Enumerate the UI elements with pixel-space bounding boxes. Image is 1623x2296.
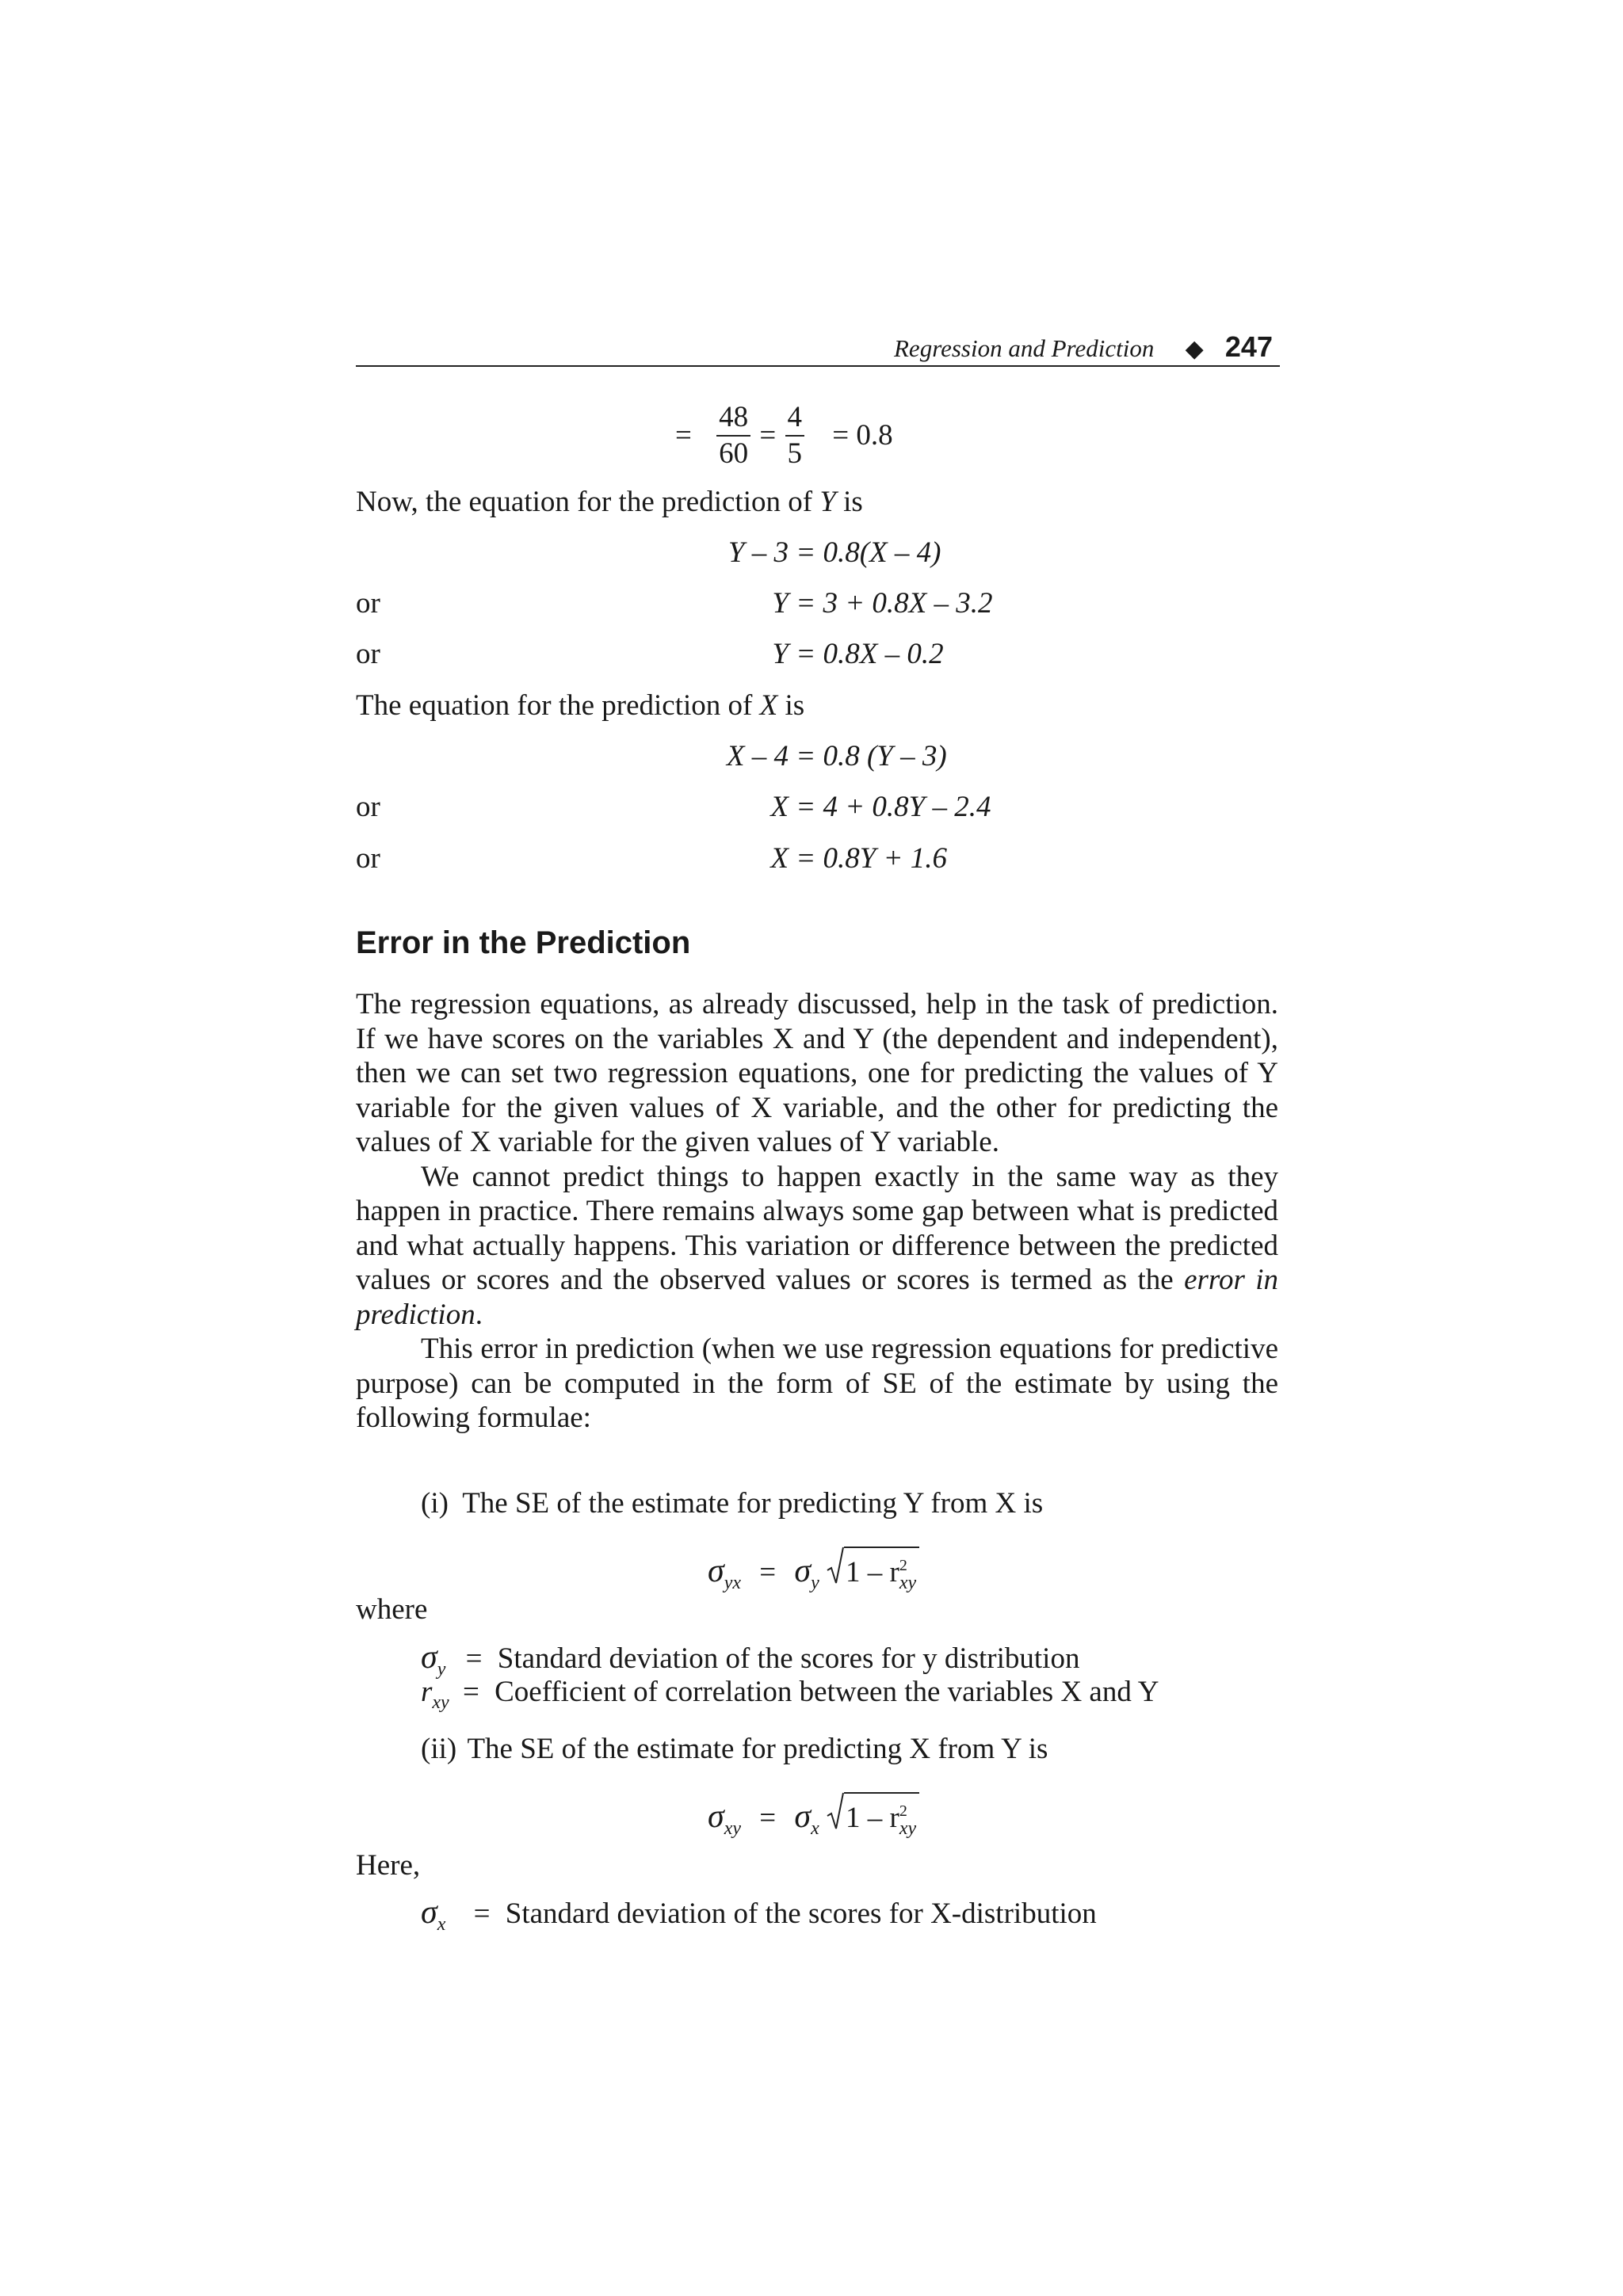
sigma-symbol: σ	[421, 1639, 437, 1676]
equals: =	[473, 1897, 491, 1930]
eq-lhs: Y – 3	[727, 536, 789, 569]
page-number: 247	[1224, 330, 1273, 363]
intro-text-end: is	[785, 689, 805, 722]
y-eq-3-lead: or	[356, 638, 380, 670]
definition-text: Standard deviation of the scores for y distribution	[497, 1642, 1080, 1675]
fraction-equation	[675, 400, 893, 471]
intro-x-line	[356, 688, 804, 723]
eq-lhs: Y	[772, 587, 789, 620]
eq-prefix: =	[675, 419, 692, 452]
equals: =	[759, 1802, 777, 1834]
equals: =	[462, 1676, 479, 1708]
eq-rhs: = 0.8X – 0.2	[796, 638, 944, 670]
here-label: Here,	[356, 1849, 421, 1882]
running-header	[894, 330, 1273, 367]
paragraph-2	[356, 1160, 1278, 1333]
fraction-4-5	[785, 400, 805, 471]
eq-mid: =	[759, 419, 777, 452]
paragraph-1: The regression equations, as already discussed, help in the task of prediction. If we have scores on the variables X and Y (the dependent and independent), then we can set two regression equations, one for predicting the values of Y variable for the given values of X variable, and the other for predicting the values of X variable for the given values of Y variable.	[356, 988, 1278, 1158]
item-i	[421, 1486, 1043, 1521]
intro-y-line	[356, 485, 863, 520]
sigma-symbol: σ	[421, 1894, 437, 1931]
item-label: (ii)	[421, 1733, 457, 1765]
running-title: Regression and Prediction	[894, 334, 1155, 362]
subscript: xy	[899, 1573, 917, 1593]
eq-rhs: = 0.8 (Y – 3)	[796, 740, 947, 772]
subscript: y	[437, 1659, 446, 1680]
square-root	[827, 1547, 919, 1600]
eq-rhs: = 3 + 0.8X – 3.2	[796, 587, 993, 620]
y-eq-3	[670, 637, 1145, 672]
sigma-symbol: σ	[708, 1798, 724, 1835]
numerator: 4	[785, 400, 805, 437]
y-eq-2-lead: or	[356, 587, 380, 620]
eq-rhs: = 0.8(X – 4)	[796, 536, 941, 569]
item-text: The SE of the estimate for predicting X from Y is	[467, 1733, 1048, 1765]
intro-text-end: is	[843, 486, 863, 518]
section-heading: Error in the Prediction	[356, 925, 691, 960]
paragraph-3: This error in prediction (when we use regression equations for predictive purpose) can be computed in the form of SE of the estimate by using the following formulae:	[356, 1333, 1278, 1434]
x-eq-2	[670, 790, 1145, 825]
subscript: yx	[724, 1573, 742, 1593]
para2-text: We cannot predict things to happen exactly in the same way as they happen in practice. There remains always some gap between what is predicted and what actually happens. This variation or difference between the predicted values or scores and the observed values or scores is termed as the	[356, 1160, 1278, 1296]
intro-text: The equation for the prediction of	[356, 689, 753, 722]
subscript: y	[811, 1573, 819, 1593]
equals: =	[759, 1556, 777, 1589]
square-root	[827, 1792, 919, 1846]
superscript: 2	[899, 1557, 907, 1574]
definition-r-xy	[421, 1675, 1159, 1720]
sigma-symbol: σ	[794, 1798, 812, 1835]
superscript: 2	[899, 1802, 907, 1820]
sigma-symbol: σ	[794, 1553, 812, 1589]
subscript: xy	[899, 1818, 917, 1839]
eq-lhs: X – 4	[726, 740, 789, 772]
equals: =	[465, 1642, 483, 1675]
subscript: xy	[724, 1818, 742, 1839]
definition-text: Standard deviation of the scores for X-distribution	[505, 1897, 1097, 1930]
formula-i	[708, 1547, 919, 1600]
eq-result: = 0.8	[832, 419, 893, 452]
intro-text: Now, the equation for the prediction of	[356, 486, 813, 518]
item-text: The SE of the estimate for predicting Y from X is	[462, 1487, 1044, 1520]
x-eq-3-lead: or	[356, 842, 380, 875]
x-eq-2-lead: or	[356, 791, 380, 823]
eq-lhs: X	[770, 842, 789, 875]
x-eq-1	[670, 739, 1145, 774]
eq-lhs: X	[770, 791, 789, 823]
subscript: xy	[432, 1692, 449, 1713]
eq-rhs: = 4 + 0.8Y – 2.4	[796, 791, 991, 823]
y-eq-2	[670, 586, 1145, 621]
denominator: 5	[787, 437, 802, 470]
para2-end: .	[475, 1298, 483, 1331]
item-label: (i)	[421, 1487, 449, 1520]
sigma-symbol: σ	[708, 1553, 724, 1589]
radical-sign-icon	[827, 1792, 844, 1832]
definition-sigma-x	[421, 1895, 1097, 1942]
subscript: x	[811, 1818, 819, 1839]
denominator: 60	[719, 437, 749, 470]
subscript: x	[437, 1914, 446, 1935]
formula-ii	[708, 1792, 919, 1846]
intro-var: Y	[819, 486, 836, 518]
eq-rhs: = 0.8Y + 1.6	[796, 842, 948, 875]
x-eq-3	[670, 841, 1145, 876]
radicand: 1 – r	[846, 1802, 899, 1834]
item-ii	[421, 1732, 1048, 1767]
body-text	[356, 987, 1278, 1436]
radicand: 1 – r	[846, 1556, 899, 1589]
diamond-separator-icon: ◆	[1185, 336, 1204, 362]
radical-sign-icon	[827, 1547, 844, 1586]
para2-emphasis: error in prediction	[356, 1264, 1279, 1331]
numerator: 48	[716, 400, 750, 437]
r-symbol: r	[421, 1676, 433, 1708]
eq-lhs: Y	[772, 638, 789, 670]
definition-text: Coefficient of correlation between the variables X and Y	[495, 1676, 1159, 1708]
fraction-48-60	[716, 400, 750, 471]
intro-var: X	[759, 689, 778, 722]
header-rule	[356, 365, 1280, 367]
where-label: where	[356, 1593, 428, 1626]
y-eq-1	[670, 536, 1066, 570]
